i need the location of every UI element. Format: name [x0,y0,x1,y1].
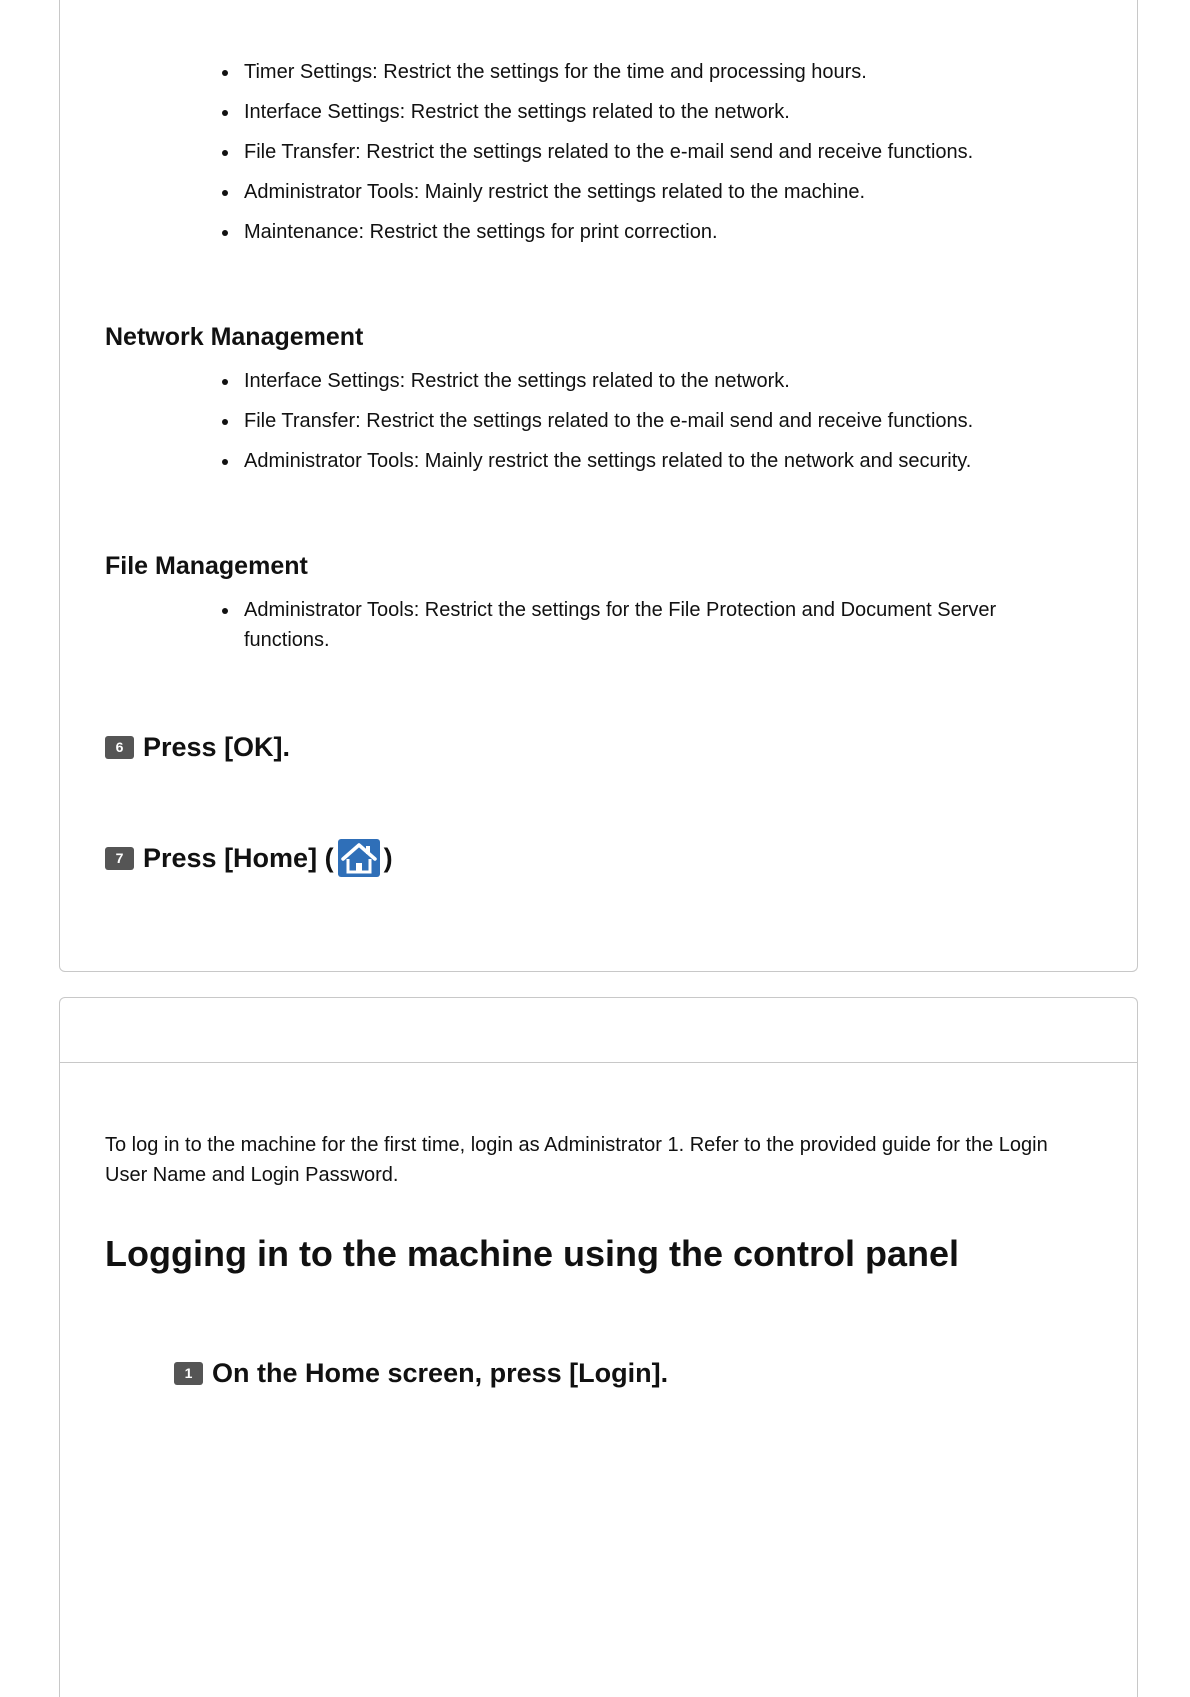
home-icon [338,839,380,877]
step-number-badge: 6 [105,736,134,759]
list-item: Maintenance: Restrict the settings for print correction. [222,217,1072,257]
list-item: File Transfer: Restrict the settings related to the e-mail send and receive functions. [222,406,1072,446]
login-panel [59,997,1138,1697]
step-text: Press [Home] ( [143,843,334,873]
top-settings-list [222,57,1072,257]
panel-header-divider [60,1062,1137,1063]
step-7 [105,839,393,877]
step-text: On the Home screen, press [Login]. [212,1358,669,1388]
list-item: File Transfer: Restrict the settings related to the e-mail send and receive functions. [222,137,1072,177]
step-number-badge: 7 [105,847,134,870]
network-management-heading: Network Management [105,323,364,351]
step-number-badge: 1 [174,1362,203,1385]
login-section-title: Logging in to the machine using the control panel [105,1233,959,1274]
login-step-1 [174,1356,668,1390]
list-item: Timer Settings: Restrict the settings for the time and processing hours. [222,57,1072,97]
login-intro-text: To log in to the machine for the first time, login as Administrator 1. Refer to the provided guide for the Login User Name and Login Password. [105,1134,1048,1186]
file-management-list [222,595,1072,655]
list-item: Administrator Tools: Restrict the settings for the File Protection and Document Server functions. [222,595,1072,655]
step-text-end: ) [383,843,393,873]
network-management-list [222,366,1072,486]
list-item: Interface Settings: Restrict the settings related to the network. [222,366,1072,406]
file-management-heading: File Management [105,552,308,580]
step-6 [105,730,290,764]
list-item: Interface Settings: Restrict the settings related to the network. [222,97,1072,137]
list-item: Administrator Tools: Mainly restrict the settings related to the network and security. [222,446,1072,486]
list-item: Administrator Tools: Mainly restrict the settings related to the machine. [222,177,1072,217]
step-text: Press [OK]. [143,732,291,762]
